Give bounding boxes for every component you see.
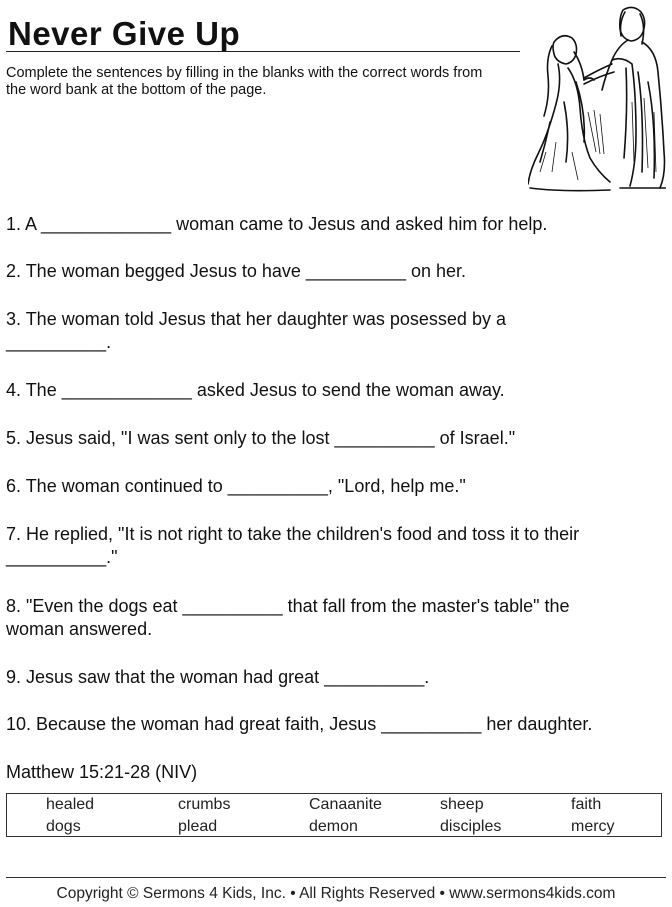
question-6: 6. The woman continued to __________, "Lord, help me." (6, 476, 466, 496)
word-bank-item: disciples (440, 818, 502, 835)
question-4: 4. The _____________ asked Jesus to send the woman away. (6, 380, 505, 400)
instructions-text: Complete the sentences by filling in the blanks with the correct words from the word bank at the bottom of the page. (6, 65, 483, 98)
question-7: 7. He replied, "It is not right to take the children's food and toss it to their __________." (6, 524, 580, 567)
question-1: 1. A _____________ woman came to Jesus and asked him for help. (6, 214, 548, 234)
jesus-and-woman-illustration (528, 2, 666, 194)
question-3: 3. The woman told Jesus that her daughter was posessed by a __________. (6, 309, 506, 352)
word-bank-item: plead (178, 818, 218, 835)
question-10: 10. Because the woman had great faith, Jesus __________ her daughter. (6, 714, 593, 734)
word-bank-item: dogs (46, 818, 81, 835)
word-bank (6, 793, 662, 837)
scripture-citation: Matthew 15:21-28 (NIV) (6, 762, 198, 782)
question-9: 9. Jesus saw that the woman had great __________. (6, 667, 430, 687)
footer-divider (6, 877, 666, 878)
word-bank-item: crumbs (178, 796, 231, 813)
title-underline (6, 51, 520, 52)
word-bank-item: Canaanite (309, 796, 382, 813)
question-8: 8. "Even the dogs eat __________ that fall from the master's table" the woman answered. (6, 596, 570, 639)
question-2: 2. The woman begged Jesus to have __________ on her. (6, 261, 467, 281)
page-title: Never Give Up (8, 15, 241, 52)
word-bank-item: demon (309, 818, 358, 835)
copyright-footer: Copyright © Sermons 4 Kids, Inc. • All Rights Reserved • www.sermons4kids.com (56, 885, 616, 902)
question-5: 5. Jesus said, "I was sent only to the lost __________ of Israel." (6, 428, 516, 448)
word-bank-item: sheep (440, 796, 484, 813)
word-bank-item: healed (46, 796, 95, 813)
word-bank-item: mercy (571, 818, 615, 835)
word-bank-item: faith (571, 796, 602, 813)
